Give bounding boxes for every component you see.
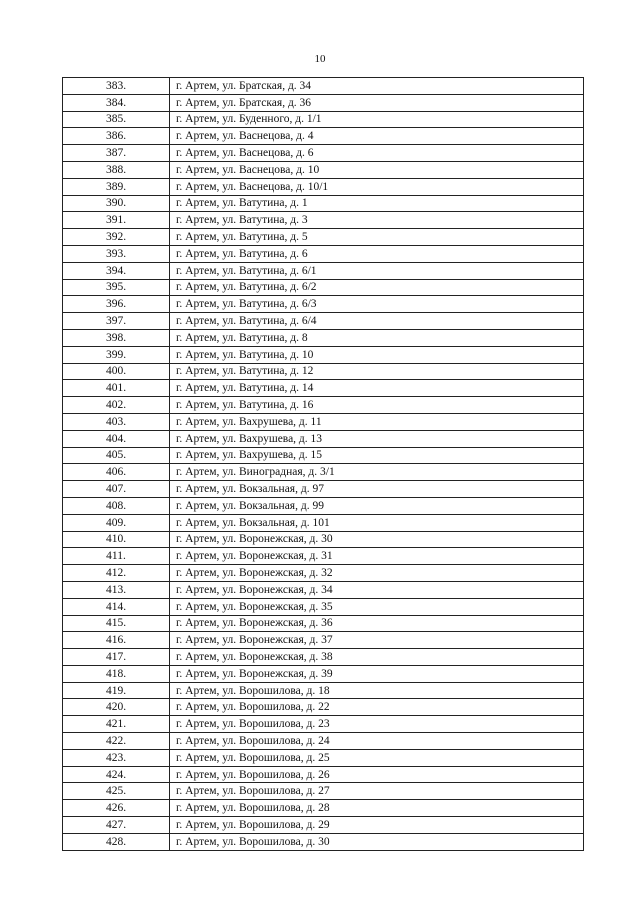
table-row: [63, 665, 584, 682]
row-number-cell: 414.: [63, 598, 170, 615]
table-row: [63, 548, 584, 565]
row-number-cell: 402.: [63, 397, 170, 414]
address-cell: г. Артем, ул. Вахрушева, д. 13: [170, 430, 584, 447]
address-cell: г. Артем, ул. Вокзальная, д. 97: [170, 481, 584, 498]
table-row: [63, 615, 584, 632]
row-number-cell: 425.: [63, 783, 170, 800]
table-row: [63, 514, 584, 531]
address-cell: г. Артем, ул. Вахрушева, д. 15: [170, 447, 584, 464]
table-row: [63, 531, 584, 548]
table-row: [63, 733, 584, 750]
address-cell: г. Артем, ул. Ворошилова, д. 26: [170, 766, 584, 783]
address-cell: г. Артем, ул. Вокзальная, д. 99: [170, 497, 584, 514]
address-table-body: [63, 78, 584, 851]
table-row: [63, 464, 584, 481]
address-cell: г. Артем, ул. Воронежская, д. 30: [170, 531, 584, 548]
address-cell: г. Артем, ул. Ватутина, д. 10: [170, 346, 584, 363]
address-cell: г. Артем, ул. Ватутина, д. 16: [170, 397, 584, 414]
table-row: [63, 346, 584, 363]
table-row: [63, 800, 584, 817]
table-row: [63, 817, 584, 834]
address-cell: г. Артем, ул. Воронежская, д. 37: [170, 632, 584, 649]
row-number-cell: 400.: [63, 363, 170, 380]
table-row: [63, 145, 584, 162]
address-cell: г. Артем, ул. Воронежская, д. 36: [170, 615, 584, 632]
address-table: [62, 77, 584, 851]
table-row: [63, 632, 584, 649]
row-number-cell: 392.: [63, 229, 170, 246]
row-number-cell: 412.: [63, 565, 170, 582]
row-number-cell: 409.: [63, 514, 170, 531]
row-number-cell: 404.: [63, 430, 170, 447]
address-cell: г. Артем, ул. Ватутина, д. 8: [170, 329, 584, 346]
address-cell: г. Артем, ул. Вахрушева, д. 11: [170, 413, 584, 430]
address-cell: г. Артем, ул. Братская, д. 34: [170, 78, 584, 95]
table-row: [63, 212, 584, 229]
address-cell: г. Артем, ул. Ватутина, д. 5: [170, 229, 584, 246]
address-cell: г. Артем, ул. Воронежская, д. 31: [170, 548, 584, 565]
address-cell: г. Артем, ул. Ватутина, д. 6/1: [170, 262, 584, 279]
address-cell: г. Артем, ул. Ватутина, д. 6/4: [170, 313, 584, 330]
address-cell: г. Артем, ул. Воронежская, д. 39: [170, 665, 584, 682]
row-number-cell: 406.: [63, 464, 170, 481]
table-row: [63, 565, 584, 582]
table-row: [63, 279, 584, 296]
table-row: [63, 430, 584, 447]
row-number-cell: 419.: [63, 682, 170, 699]
table-row: [63, 229, 584, 246]
address-cell: г. Артем, ул. Ватутина, д. 6/2: [170, 279, 584, 296]
table-row: [63, 749, 584, 766]
row-number-cell: 405.: [63, 447, 170, 464]
address-cell: г. Артем, ул. Ворошилова, д. 24: [170, 733, 584, 750]
address-cell: г. Артем, ул. Ворошилова, д. 23: [170, 716, 584, 733]
table-row: [63, 598, 584, 615]
row-number-cell: 420.: [63, 699, 170, 716]
table-row: [63, 413, 584, 430]
address-cell: г. Артем, ул. Ворошилова, д. 29: [170, 817, 584, 834]
table-row: [63, 78, 584, 95]
address-cell: г. Артем, ул. Воронежская, д. 35: [170, 598, 584, 615]
row-number-cell: 426.: [63, 800, 170, 817]
address-cell: г. Артем, ул. Ворошилова, д. 30: [170, 833, 584, 850]
row-number-cell: 415.: [63, 615, 170, 632]
address-cell: г. Артем, ул. Виноградная, д. 3/1: [170, 464, 584, 481]
row-number-cell: 401.: [63, 380, 170, 397]
table-row: [63, 783, 584, 800]
address-cell: г. Артем, ул. Вокзальная, д. 101: [170, 514, 584, 531]
table-row: [63, 380, 584, 397]
row-number-cell: 413.: [63, 581, 170, 598]
address-cell: г. Артем, ул. Ворошилова, д. 27: [170, 783, 584, 800]
row-number-cell: 427.: [63, 817, 170, 834]
address-cell: г. Артем, ул. Ватутина, д. 1: [170, 195, 584, 212]
address-cell: г. Артем, ул. Буденного, д. 1/1: [170, 111, 584, 128]
table-row: [63, 447, 584, 464]
table-row: [63, 481, 584, 498]
row-number-cell: 410.: [63, 531, 170, 548]
address-cell: г. Артем, ул. Васнецова, д. 10/1: [170, 178, 584, 195]
row-number-cell: 423.: [63, 749, 170, 766]
address-cell: г. Артем, ул. Ватутина, д. 12: [170, 363, 584, 380]
table-row: [63, 296, 584, 313]
row-number-cell: 388.: [63, 161, 170, 178]
row-number-cell: 391.: [63, 212, 170, 229]
table-row: [63, 699, 584, 716]
table-row: [63, 195, 584, 212]
address-cell: г. Артем, ул. Ворошилова, д. 28: [170, 800, 584, 817]
table-row: [63, 833, 584, 850]
row-number-cell: 416.: [63, 632, 170, 649]
page-number: 10: [314, 53, 326, 65]
table-row: [63, 497, 584, 514]
address-cell: г. Артем, ул. Воронежская, д. 34: [170, 581, 584, 598]
table-row: [63, 329, 584, 346]
row-number-cell: 383.: [63, 78, 170, 95]
table-row: [63, 262, 584, 279]
row-number-cell: 424.: [63, 766, 170, 783]
row-number-cell: 393.: [63, 245, 170, 262]
row-number-cell: 398.: [63, 329, 170, 346]
row-number-cell: 394.: [63, 262, 170, 279]
row-number-cell: 386.: [63, 128, 170, 145]
table-row: [63, 94, 584, 111]
row-number-cell: 396.: [63, 296, 170, 313]
row-number-cell: 403.: [63, 413, 170, 430]
table-row: [63, 313, 584, 330]
table-row: [63, 581, 584, 598]
address-cell: г. Артем, ул. Ватутина, д. 14: [170, 380, 584, 397]
row-number-cell: 407.: [63, 481, 170, 498]
row-number-cell: 421.: [63, 716, 170, 733]
table-row: [63, 716, 584, 733]
table-row: [63, 649, 584, 666]
table-row: [63, 682, 584, 699]
address-cell: г. Артем, ул. Ворошилова, д. 22: [170, 699, 584, 716]
table-row: [63, 128, 584, 145]
address-cell: г. Артем, ул. Ворошилова, д. 18: [170, 682, 584, 699]
table-row: [63, 363, 584, 380]
row-number-cell: 417.: [63, 649, 170, 666]
table-row: [63, 161, 584, 178]
table-row: [63, 111, 584, 128]
row-number-cell: 422.: [63, 733, 170, 750]
address-cell: г. Артем, ул. Ватутина, д. 6: [170, 245, 584, 262]
row-number-cell: 390.: [63, 195, 170, 212]
row-number-cell: 389.: [63, 178, 170, 195]
address-cell: г. Артем, ул. Ватутина, д. 6/3: [170, 296, 584, 313]
address-cell: г. Артем, ул. Братская, д. 36: [170, 94, 584, 111]
address-cell: г. Артем, ул. Васнецова, д. 4: [170, 128, 584, 145]
row-number-cell: 385.: [63, 111, 170, 128]
table-row: [63, 397, 584, 414]
address-cell: г. Артем, ул. Ватутина, д. 3: [170, 212, 584, 229]
table-row: [63, 245, 584, 262]
address-cell: г. Артем, ул. Ворошилова, д. 25: [170, 749, 584, 766]
row-number-cell: 387.: [63, 145, 170, 162]
row-number-cell: 408.: [63, 497, 170, 514]
row-number-cell: 384.: [63, 94, 170, 111]
address-cell: г. Артем, ул. Васнецова, д. 10: [170, 161, 584, 178]
row-number-cell: 411.: [63, 548, 170, 565]
address-cell: г. Артем, ул. Воронежская, д. 32: [170, 565, 584, 582]
address-cell: г. Артем, ул. Васнецова, д. 6: [170, 145, 584, 162]
row-number-cell: 418.: [63, 665, 170, 682]
row-number-cell: 395.: [63, 279, 170, 296]
row-number-cell: 399.: [63, 346, 170, 363]
address-cell: г. Артем, ул. Воронежская, д. 38: [170, 649, 584, 666]
table-row: [63, 766, 584, 783]
row-number-cell: 397.: [63, 313, 170, 330]
row-number-cell: 428.: [63, 833, 170, 850]
table-row: [63, 178, 584, 195]
